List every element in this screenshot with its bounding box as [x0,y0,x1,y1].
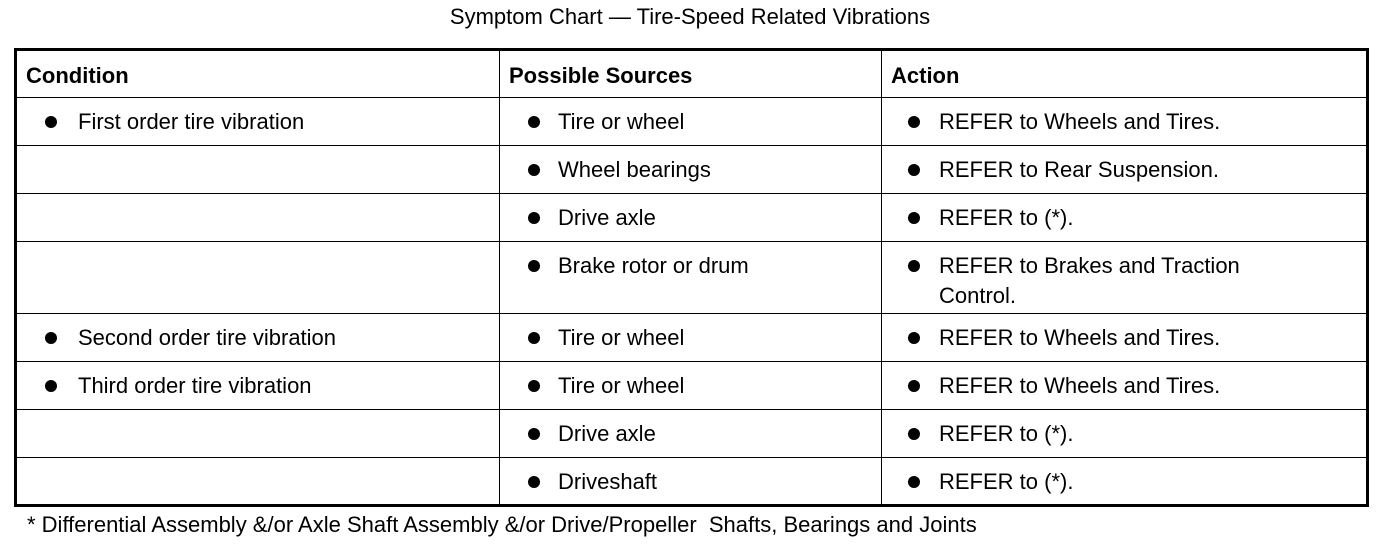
bullet-icon [908,476,920,488]
bullet-icon [908,260,920,272]
table-row [16,314,1368,362]
bullet-icon [908,164,920,176]
action-cell [882,146,1368,194]
table-header-row [16,50,1368,98]
bullet-icon [908,116,920,128]
bullet-icon [45,380,57,392]
condition-text: Third order tire vibration [78,373,312,398]
action-text: REFER to Wheels and Tires. [939,109,1221,134]
source-cell [500,362,882,410]
symptom-table [14,48,1369,507]
action-text: REFER to Wheels and Tires. [939,373,1221,398]
action-text: REFER to (*). [939,469,1074,494]
chart-title: Symptom Chart — Tire-Speed Related Vibrations [449,4,931,29]
condition-cell [16,314,500,362]
action-cell [882,98,1368,146]
source-cell [500,410,882,458]
condition-text: First order tire vibration [78,109,305,134]
source-cell [500,458,882,506]
bullet-icon [528,476,540,488]
table-row [16,146,1368,194]
source-text: Driveshaft [558,469,658,494]
condition-cell [16,242,500,314]
action-text: REFER to Brakes and Traction Control. [939,253,1246,308]
source-cell [500,242,882,314]
action-text: REFER to (*). [939,205,1074,230]
bullet-icon [908,212,920,224]
action-text: REFER to Rear Suspension. [939,157,1220,182]
condition-cell [16,362,500,410]
source-text: Tire or wheel [558,325,685,350]
table-row [16,242,1368,314]
action-cell [882,410,1368,458]
bullet-icon [528,428,540,440]
source-text: Tire or wheel [558,373,685,398]
condition-cell [16,146,500,194]
footnote: * Differential Assembly &/or Axle Shaft Assembly &/or Drive/Propeller Shafts, Bearings and Joints [27,512,977,537]
source-text: Brake rotor or drum [558,253,749,278]
source-text: Drive axle [558,205,656,230]
bullet-icon [528,380,540,392]
condition-cell [16,194,500,242]
table-row [16,98,1368,146]
condition-cell [16,410,500,458]
table-row [16,410,1368,458]
table-row [16,458,1368,506]
bullet-icon [45,116,57,128]
header-condition: Condition [16,50,500,98]
source-text: Tire or wheel [558,109,685,134]
table-row [16,362,1368,410]
action-cell [882,242,1368,314]
bullet-icon [45,332,57,344]
bullet-icon [528,332,540,344]
source-cell [500,98,882,146]
action-text: REFER to (*). [939,421,1074,446]
bullet-icon [528,260,540,272]
bullet-icon [908,428,920,440]
action-text: REFER to Wheels and Tires. [939,325,1221,350]
condition-text: Second order tire vibration [78,325,337,350]
source-text: Wheel bearings [558,157,711,182]
bullet-icon [528,116,540,128]
bullet-icon [908,332,920,344]
source-cell [500,314,882,362]
action-cell [882,458,1368,506]
header-action: Action [882,50,1368,98]
source-cell [500,194,882,242]
action-cell [882,194,1368,242]
table-row [16,194,1368,242]
bullet-icon [528,164,540,176]
action-cell [882,314,1368,362]
source-text: Drive axle [558,421,656,446]
bullet-icon [908,380,920,392]
header-possible-sources: Possible Sources [500,50,882,98]
action-cell [882,362,1368,410]
bullet-icon [528,212,540,224]
condition-cell [16,458,500,506]
condition-cell [16,98,500,146]
source-cell [500,146,882,194]
